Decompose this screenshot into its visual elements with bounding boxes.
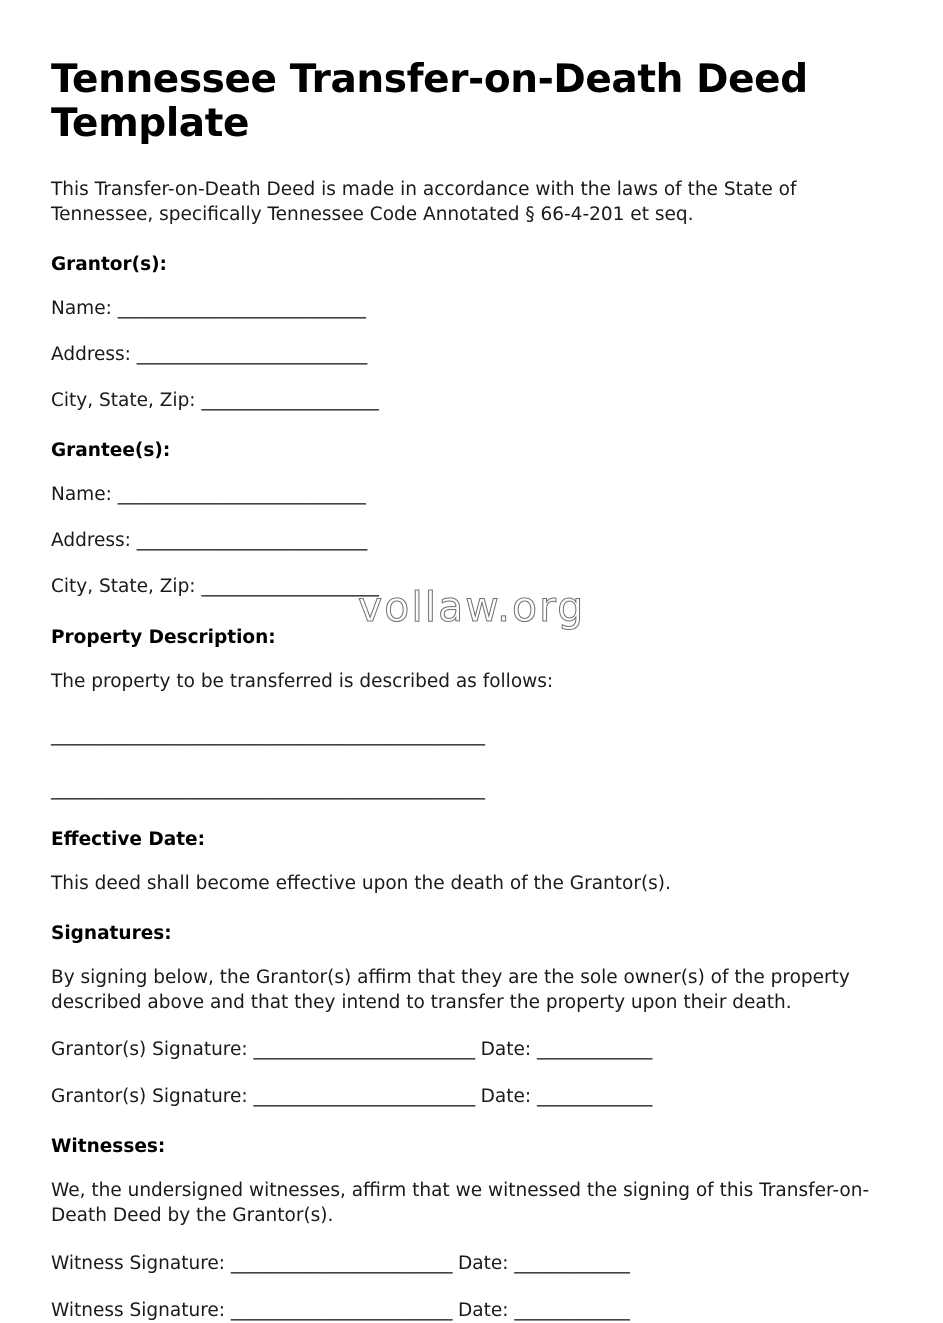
section-heading-grantee: Grantee(s): — [51, 440, 171, 462]
grantor-city-state-zip-blank[interactable]: ____________________ — [201, 390, 379, 412]
property-description-blank-2[interactable]: _________________________________________________ — [51, 778, 485, 800]
grantee-city-state-zip-field — [51, 575, 871, 599]
witness-signature-date-label: Date: — [452, 1299, 515, 1321]
grantor-address-blank[interactable]: __________________________ — [136, 344, 367, 366]
witness-signature-row — [51, 1252, 871, 1276]
grantee-address-label: Address: — [51, 530, 137, 552]
grantee-address-blank[interactable]: __________________________ — [136, 530, 367, 552]
section-heading-signatures: Signatures: — [51, 922, 172, 944]
grantor-address-label: Address: — [51, 344, 137, 366]
grantee-city-state-zip-blank[interactable]: ____________________ — [201, 576, 379, 598]
signatures-text: By signing below, the Grantor(s) affirm that they are the sole owner(s) of the property described above and that they intend to transfer the property upon their death. — [51, 966, 850, 1014]
grantor-signature-label: Grantor(s) Signature: — [51, 1039, 254, 1061]
section-heading-property-description: Property Description: — [51, 626, 276, 648]
grantee-name-blank[interactable]: ____________________________ — [117, 484, 366, 506]
grantee-name-label: Name: — [51, 484, 118, 506]
witnesses-text: We, the undersigned witnesses, affirm that we witnessed the signing of this Transfer-on-Death Deed by the Grantor(s). — [51, 1180, 870, 1227]
witness-signature-date-blank[interactable]: _____________ — [514, 1252, 630, 1274]
grantor-signature-blank[interactable]: _________________________ — [253, 1086, 475, 1108]
grantor-signature-label: Grantor(s) Signature: — [51, 1086, 254, 1108]
grantor-signature-blank[interactable]: _________________________ — [253, 1039, 475, 1061]
property-description-text: The property to be transferred is described as follows: — [51, 670, 554, 692]
grantor-name-label: Name: — [51, 298, 118, 320]
grantor-signature-date-blank[interactable]: _____________ — [536, 1086, 653, 1108]
grantor-signature-row — [51, 1038, 871, 1062]
grantee-city-state-zip-label: City, State, Zip: — [51, 576, 202, 598]
witness-signature-label: Witness Signature: — [51, 1299, 231, 1321]
intro-paragraph: This Transfer-on-Death Deed is made in accordance with the laws of the State of Tennessee, specifically Tennessee Code Annotated § 66-4-201 et seq. — [51, 178, 797, 226]
section-heading-effective-date: Effective Date: — [51, 828, 205, 850]
grantor-signature-date-label: Date: — [474, 1039, 537, 1061]
grantee-address-field — [51, 529, 871, 553]
grantor-city-state-zip-label: City, State, Zip: — [51, 390, 202, 412]
witness-signature-row — [51, 1299, 871, 1323]
effective-date-text: This deed shall become effective upon the death of the Grantor(s). — [51, 872, 671, 894]
section-heading-witnesses: Witnesses: — [51, 1136, 166, 1158]
grantor-signature-date-label: Date: — [474, 1086, 537, 1108]
grantor-city-state-zip-field — [51, 389, 871, 413]
grantor-address-field — [51, 343, 871, 367]
grantor-signature-date-blank[interactable]: _____________ — [536, 1039, 653, 1061]
witness-signature-label: Witness Signature: — [51, 1252, 231, 1274]
grantor-name-field — [51, 297, 871, 321]
witness-signature-date-blank[interactable]: _____________ — [514, 1299, 630, 1321]
property-description-blank-1[interactable]: _________________________________________________ — [51, 724, 485, 746]
page-title: Tennessee Transfer-on-Death Deed Template — [51, 57, 808, 147]
section-heading-grantor: Grantor(s): — [51, 254, 167, 276]
watermark-vollaw-org: vollaw.org — [358, 583, 586, 631]
grantor-signature-row — [51, 1085, 871, 1109]
grantor-name-blank[interactable]: ____________________________ — [117, 298, 366, 320]
grantee-name-field — [51, 483, 871, 507]
witness-signature-blank[interactable]: _________________________ — [230, 1299, 453, 1321]
witness-signature-blank[interactable]: _________________________ — [230, 1252, 453, 1274]
witness-signature-date-label: Date: — [452, 1252, 515, 1274]
